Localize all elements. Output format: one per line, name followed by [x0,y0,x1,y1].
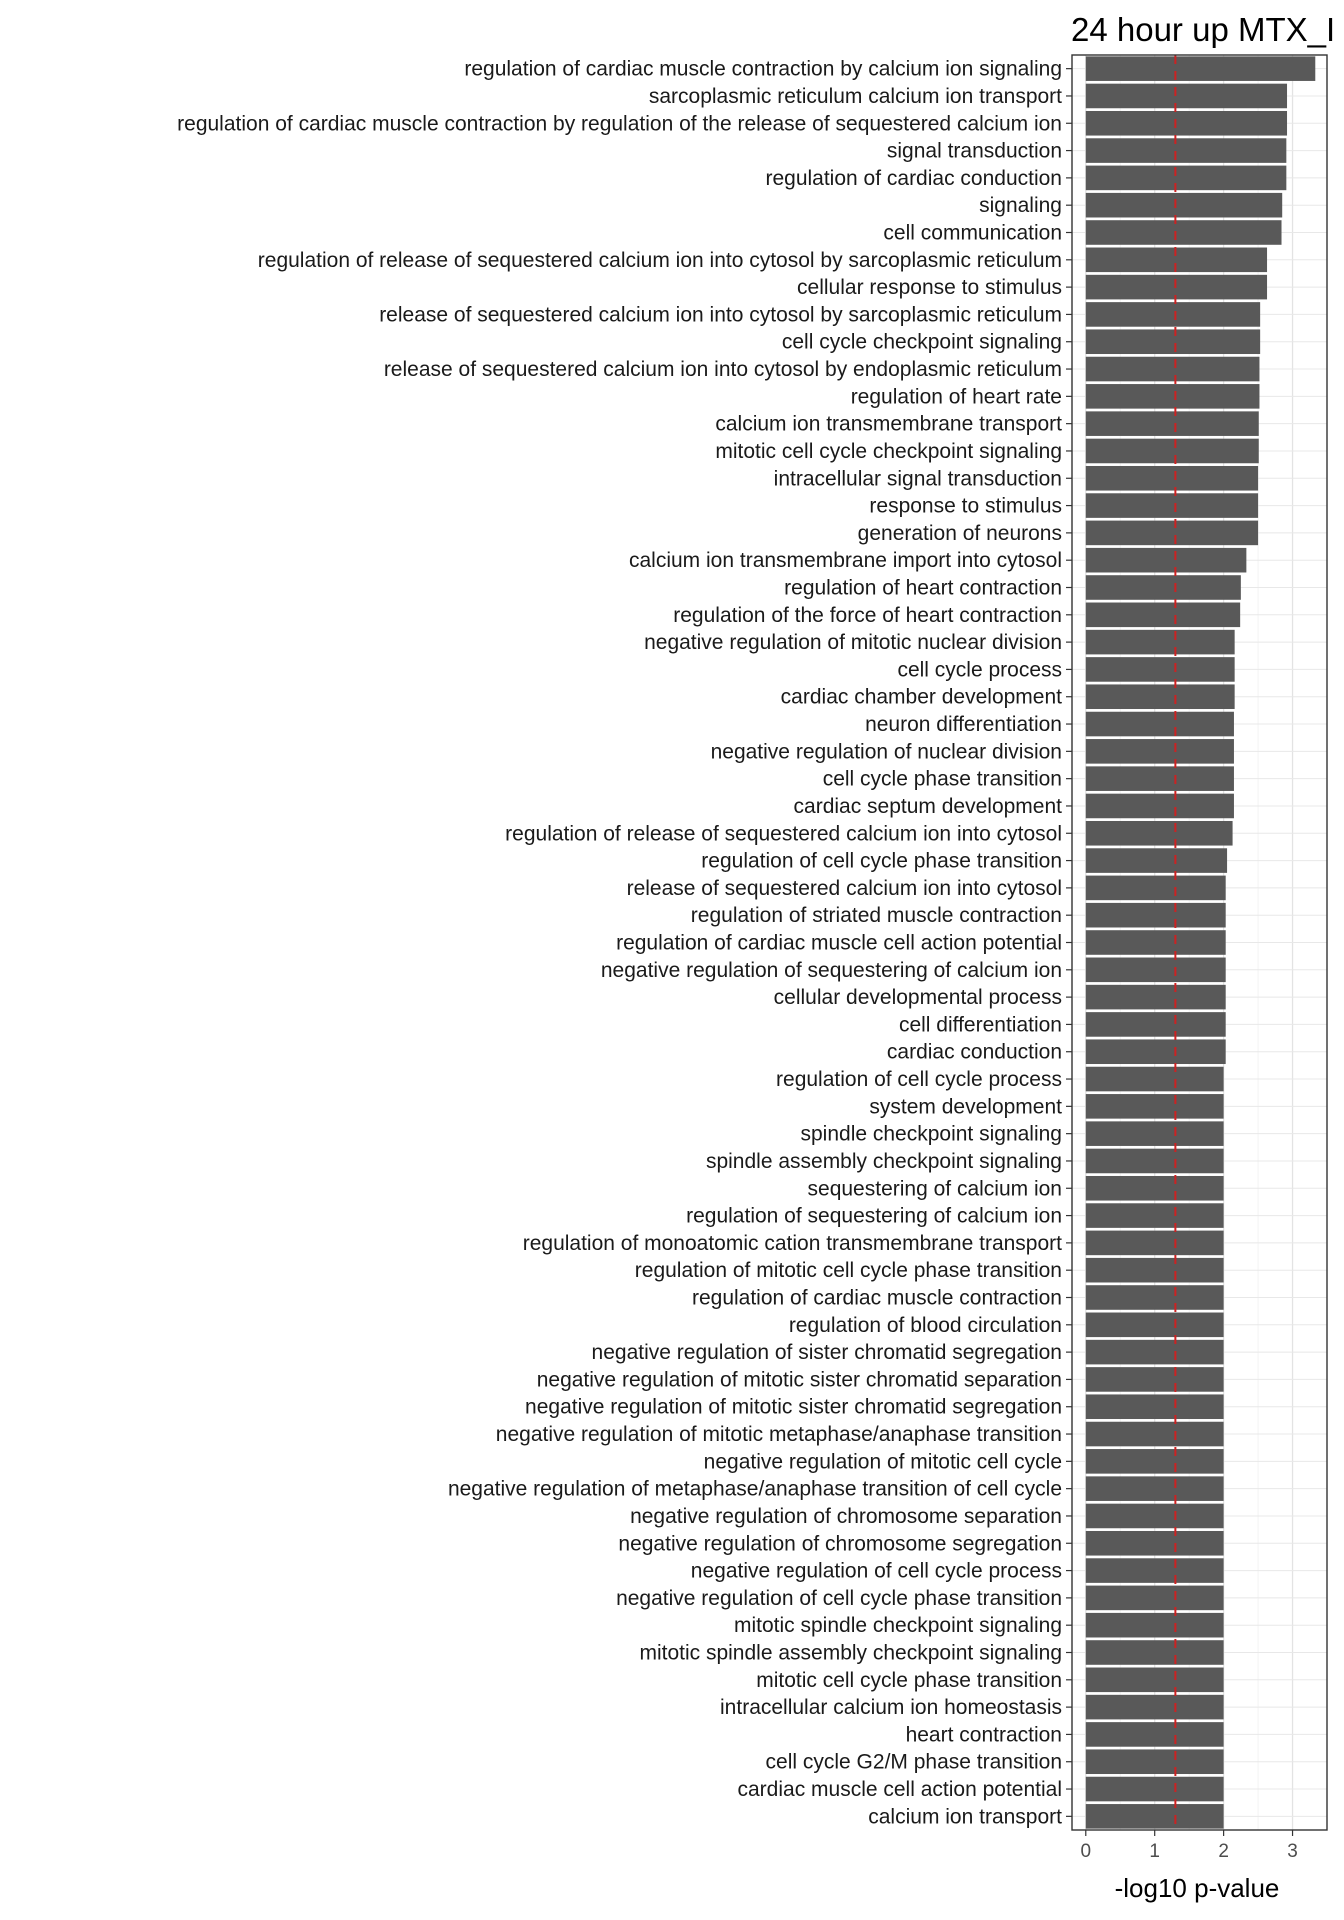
category-label: negative regulation of cell cycle phase transition [616,1586,1062,1610]
bar [1086,1504,1224,1529]
category-label: intracellular calcium ion homeostasis [720,1696,1062,1720]
category-label: cardiac muscle cell action potential [737,1778,1062,1802]
category-label: negative regulation of sequestering of calcium ion [600,958,1062,982]
x-axis-ticks [1080,1830,1297,1862]
bar [1086,1340,1224,1365]
category-label: regulation of cell cycle phase transition [701,849,1062,873]
category-label: cardiac septum development [793,794,1062,818]
category-label: cardiac chamber development [780,685,1062,709]
bar [1086,84,1287,109]
category-label: intracellular signal transduction [773,467,1062,491]
category-label: negative regulation of mitotic cell cycle [703,1450,1062,1474]
bar [1086,1422,1224,1447]
category-label: calcium ion transport [868,1805,1062,1829]
category-label: sarcoplasmic reticulum calcium ion transport [648,84,1062,108]
category-label: sequestering of calcium ion [807,1177,1062,1201]
category-label: regulation of blood circulation [788,1313,1062,1337]
category-label: signal transduction [886,139,1062,163]
bar [1086,1258,1224,1283]
bar [1086,1722,1224,1747]
bar [1086,1476,1224,1501]
bar [1086,138,1287,163]
x-tick-label: 1 [1149,1841,1160,1862]
category-label: regulation of cell cycle process [776,1068,1062,1092]
bar [1086,248,1267,273]
bar [1086,193,1282,218]
bar [1086,1695,1224,1720]
category-label: negative regulation of metaphase/anaphase transition of cell cycle [447,1477,1062,1501]
category-label: cell cycle G2/M phase transition [765,1750,1062,1774]
bar [1086,411,1259,436]
category-label: calcium ion transmembrane transport [715,412,1062,436]
category-label: regulation of cardiac muscle cell action potential [616,931,1062,955]
bar [1086,739,1234,764]
category-label: signaling [979,194,1062,218]
category-label: cellular developmental process [773,986,1062,1010]
category-label: regulation of striated muscle contraction [690,904,1062,928]
bar [1086,712,1234,737]
bar [1086,821,1233,846]
bar [1086,1067,1224,1092]
category-label: negative regulation of nuclear division [710,740,1062,764]
category-label: cellular response to stimulus [797,276,1062,300]
bar [1086,1531,1224,1556]
category-label: mitotic spindle checkpoint signaling [733,1614,1062,1638]
category-label: response to stimulus [869,494,1062,518]
category-label: spindle assembly checkpoint signaling [705,1149,1062,1173]
category-label: cardiac conduction [886,1040,1062,1064]
x-tick-label: 3 [1287,1841,1298,1862]
bar [1086,466,1258,491]
category-label: negative regulation of mitotic metaphase/anaphase transition [495,1423,1062,1447]
bar [1086,111,1287,136]
bar [1086,220,1282,245]
category-label: mitotic cell cycle phase transition [756,1668,1062,1692]
category-labels [177,58,1072,1829]
category-label: negative regulation of chromosome separation [630,1504,1062,1528]
bar [1086,630,1235,655]
category-label: regulation of heart contraction [784,576,1062,600]
bar [1086,985,1226,1010]
category-label: cell cycle checkpoint signaling [781,330,1062,354]
category-label: heart contraction [905,1723,1062,1747]
category-label: generation of neurons [857,521,1062,545]
bar [1086,548,1247,573]
bar [1086,684,1235,709]
bar [1086,766,1234,791]
bar [1086,1558,1224,1583]
bar [1086,329,1260,354]
category-label: regulation of sequestering of calcium ion [686,1204,1062,1228]
bar [1086,1012,1226,1037]
bar [1086,1149,1224,1174]
category-label: negative regulation of sister chromatid segregation [591,1341,1062,1365]
category-label: regulation of monoatomic cation transmembrane transport [522,1231,1062,1255]
category-label: regulation of release of sequestered calcium ion into cytosol [505,822,1062,846]
bar [1086,1640,1224,1665]
category-label: regulation of cardiac muscle contraction [691,1286,1062,1310]
bar [1086,439,1259,464]
category-label: calcium ion transmembrane import into cytosol [628,549,1062,573]
bar [1086,1749,1224,1774]
category-label: release of sequestered calcium ion into cytosol by sarcoplasmic reticulum [379,303,1062,327]
bar [1086,575,1241,600]
bar [1086,1367,1224,1392]
bar [1086,794,1234,819]
x-axis-title: -log10 p-value [1114,1873,1280,1903]
category-label: spindle checkpoint signaling [800,1122,1062,1146]
bar [1086,848,1227,873]
bar [1086,603,1240,628]
bar [1086,1668,1224,1693]
category-label: negative regulation of chromosome segregation [618,1532,1062,1556]
x-tick-label: 0 [1080,1841,1092,1862]
category-label: system development [869,1095,1062,1119]
category-label: release of sequestered calcium ion into cytosol [626,876,1062,900]
category-label: cell differentiation [898,1013,1062,1037]
bar [1086,1176,1224,1201]
bar [1086,1313,1224,1338]
category-label: release of sequestered calcium ion into cytosol by endoplasmic reticulum [383,358,1062,382]
bar [1086,1285,1224,1310]
bar [1086,1449,1224,1474]
bar [1086,1394,1224,1419]
category-label: cell cycle process [897,658,1062,682]
bar [1086,657,1235,682]
bar [1086,1777,1224,1802]
chart-title: 24 hour up MTX_I [1071,11,1336,48]
bar [1086,930,1226,955]
bar [1086,876,1226,901]
category-label: negative regulation of mitotic sister chromatid separation [536,1368,1062,1392]
category-label: regulation of cardiac muscle contraction by regulation of the release of sequestered calcium ion [177,112,1062,136]
category-label: regulation of release of sequestered calcium ion into cytosol by sarcoplasmic reticulum [257,248,1062,272]
bar [1086,958,1226,983]
bar [1086,903,1226,928]
x-tick-label: 2 [1218,1841,1229,1862]
bar [1086,56,1316,81]
bar [1086,1203,1224,1228]
category-label: cell communication [883,221,1062,245]
category-label: regulation of cardiac conduction [765,166,1062,190]
bar [1086,1231,1224,1256]
bar [1086,1586,1224,1611]
category-label: negative regulation of mitotic nuclear division [644,631,1062,655]
category-label: regulation of heart rate [850,385,1062,409]
bar [1086,493,1258,518]
category-label: regulation of the force of heart contraction [673,603,1062,627]
category-label: negative regulation of cell cycle process [690,1559,1062,1583]
bar [1086,302,1260,327]
bar [1086,384,1260,409]
category-label: mitotic cell cycle checkpoint signaling [715,439,1062,463]
bar [1086,1613,1224,1638]
bar [1086,1804,1224,1829]
bar [1086,166,1287,191]
category-label: neuron differentiation [865,713,1062,737]
category-label: regulation of mitotic cell cycle phase transition [634,1259,1062,1283]
category-label: cell cycle phase transition [822,767,1062,791]
category-label: regulation of cardiac muscle contraction by calcium ion signaling [464,57,1062,81]
bar [1086,521,1258,546]
bar [1086,275,1267,300]
category-label: negative regulation of mitotic sister chromatid segregation [525,1395,1062,1419]
bar [1086,1121,1224,1146]
bar [1086,357,1260,382]
bar [1086,1094,1224,1119]
category-label: mitotic spindle assembly checkpoint signaling [639,1641,1062,1665]
bar [1086,1039,1226,1064]
